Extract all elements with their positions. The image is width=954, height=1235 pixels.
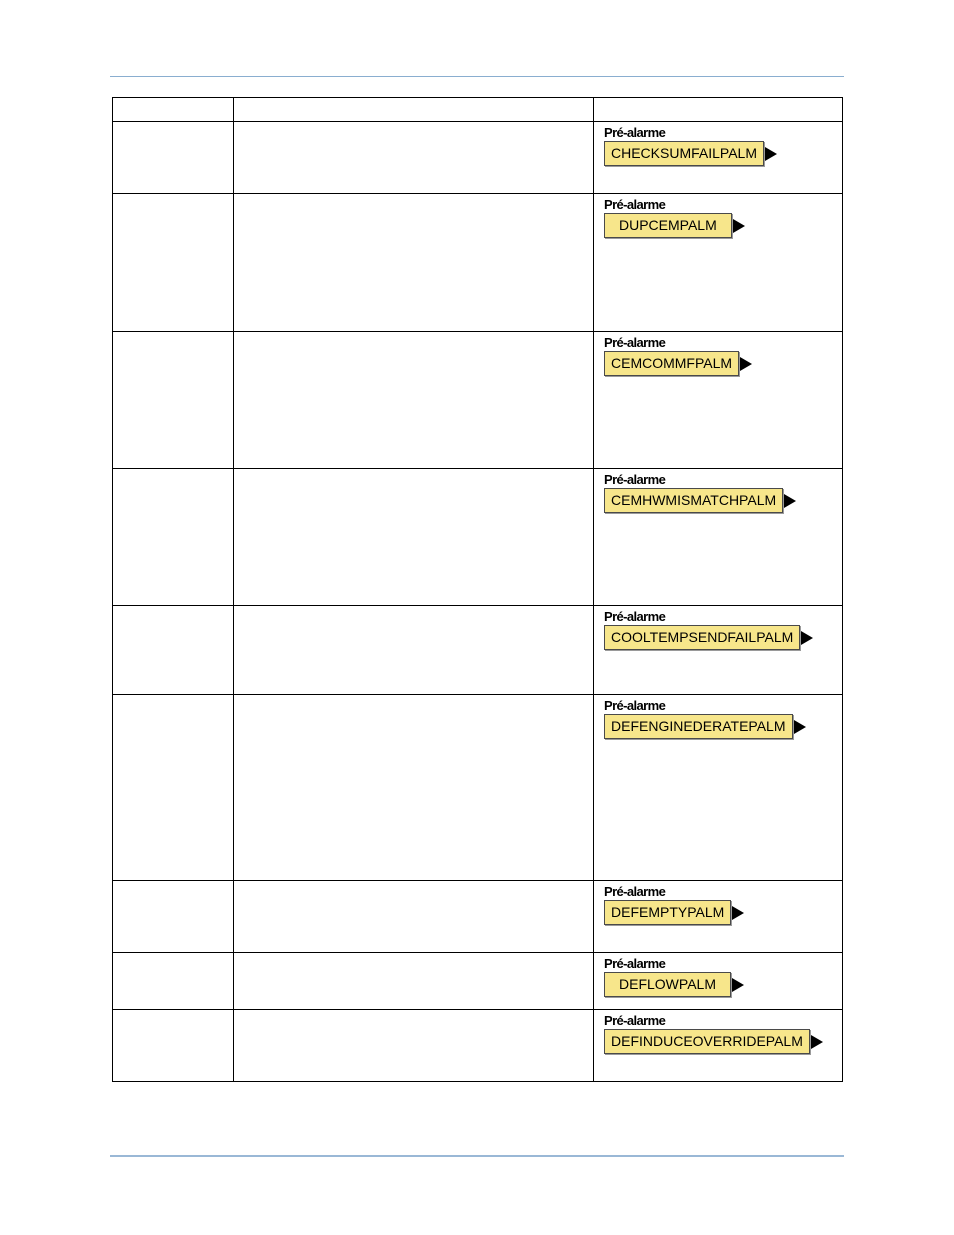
- empty-cell: [113, 469, 234, 606]
- logic-block: [604, 351, 752, 376]
- empty-cell: [113, 1010, 234, 1082]
- block-cell: [594, 953, 843, 1010]
- output-arrow-icon: [740, 357, 752, 371]
- output-arrow-icon: [733, 219, 745, 233]
- logic-block: [604, 213, 745, 238]
- output-arrow-icon: [811, 1035, 823, 1049]
- output-arrow-icon: [732, 978, 744, 992]
- empty-cell: [234, 695, 594, 881]
- block-cell: [594, 695, 843, 881]
- pre-alarm-label: Pré-alarme: [604, 609, 666, 624]
- logic-block: [604, 141, 777, 166]
- pre-alarm-label: Pré-alarme: [604, 125, 666, 140]
- empty-cell: [234, 881, 594, 953]
- block-name: CEMCOMMFPALM: [604, 351, 739, 376]
- block-cell: [594, 122, 843, 194]
- empty-cell: [234, 469, 594, 606]
- block-cell: [594, 469, 843, 606]
- empty-cell: [113, 194, 234, 332]
- alarm-table: [112, 97, 843, 1082]
- table-header-row: [113, 98, 843, 122]
- empty-cell: [234, 332, 594, 469]
- logic-block: [604, 900, 744, 925]
- empty-cell: [113, 953, 234, 1010]
- block-name: CEMHWMISMATCHPALM: [604, 488, 783, 513]
- table-row: [113, 953, 843, 1010]
- empty-cell: [234, 122, 594, 194]
- logic-block: [604, 972, 744, 997]
- empty-cell: [113, 881, 234, 953]
- table-row: [113, 606, 843, 695]
- empty-cell: [234, 1010, 594, 1082]
- logic-block: [604, 714, 806, 739]
- footer-rule: [110, 1155, 844, 1157]
- block-name: DEFLOWPALM: [604, 972, 731, 997]
- logic-block: [604, 625, 813, 650]
- pre-alarm-label: Pré-alarme: [604, 884, 666, 899]
- pre-alarm-label: Pré-alarme: [604, 197, 666, 212]
- output-arrow-icon: [765, 147, 777, 161]
- empty-cell: [234, 953, 594, 1010]
- output-arrow-icon: [801, 631, 813, 645]
- output-arrow-icon: [784, 494, 796, 508]
- logic-block: [604, 488, 796, 513]
- table-row: [113, 695, 843, 881]
- pre-alarm-label: Pré-alarme: [604, 698, 666, 713]
- header-rule: [110, 76, 844, 77]
- block-cell: [594, 1010, 843, 1082]
- output-arrow-icon: [732, 906, 744, 920]
- pre-alarm-label: Pré-alarme: [604, 1013, 666, 1028]
- pre-alarm-label: Pré-alarme: [604, 956, 666, 971]
- block-cell: [594, 606, 843, 695]
- block-name: DEFINDUCEOVERRIDEPALM: [604, 1029, 810, 1054]
- pre-alarm-label: Pré-alarme: [604, 472, 666, 487]
- table-row: [113, 332, 843, 469]
- block-name: DEFEMPTYPALM: [604, 900, 731, 925]
- table-row: [113, 1010, 843, 1082]
- pre-alarm-label: Pré-alarme: [604, 335, 666, 350]
- block-cell: [594, 194, 843, 332]
- header-cell: [234, 98, 594, 122]
- empty-cell: [234, 606, 594, 695]
- block-name: DEFENGINEDERATEPALM: [604, 714, 793, 739]
- block-cell: [594, 881, 843, 953]
- empty-cell: [113, 332, 234, 469]
- header-cell: [594, 98, 843, 122]
- table-row: [113, 194, 843, 332]
- table-row: [113, 881, 843, 953]
- logic-block: [604, 1029, 823, 1054]
- block-name: DUPCEMPALM: [604, 213, 732, 238]
- table-row: [113, 122, 843, 194]
- block-name: CHECKSUMFAILPALM: [604, 141, 764, 166]
- table-row: [113, 469, 843, 606]
- block-cell: [594, 332, 843, 469]
- empty-cell: [234, 194, 594, 332]
- header-cell: [113, 98, 234, 122]
- empty-cell: [113, 122, 234, 194]
- empty-cell: [113, 695, 234, 881]
- empty-cell: [113, 606, 234, 695]
- output-arrow-icon: [794, 720, 806, 734]
- block-name: COOLTEMPSENDFAILPALM: [604, 625, 800, 650]
